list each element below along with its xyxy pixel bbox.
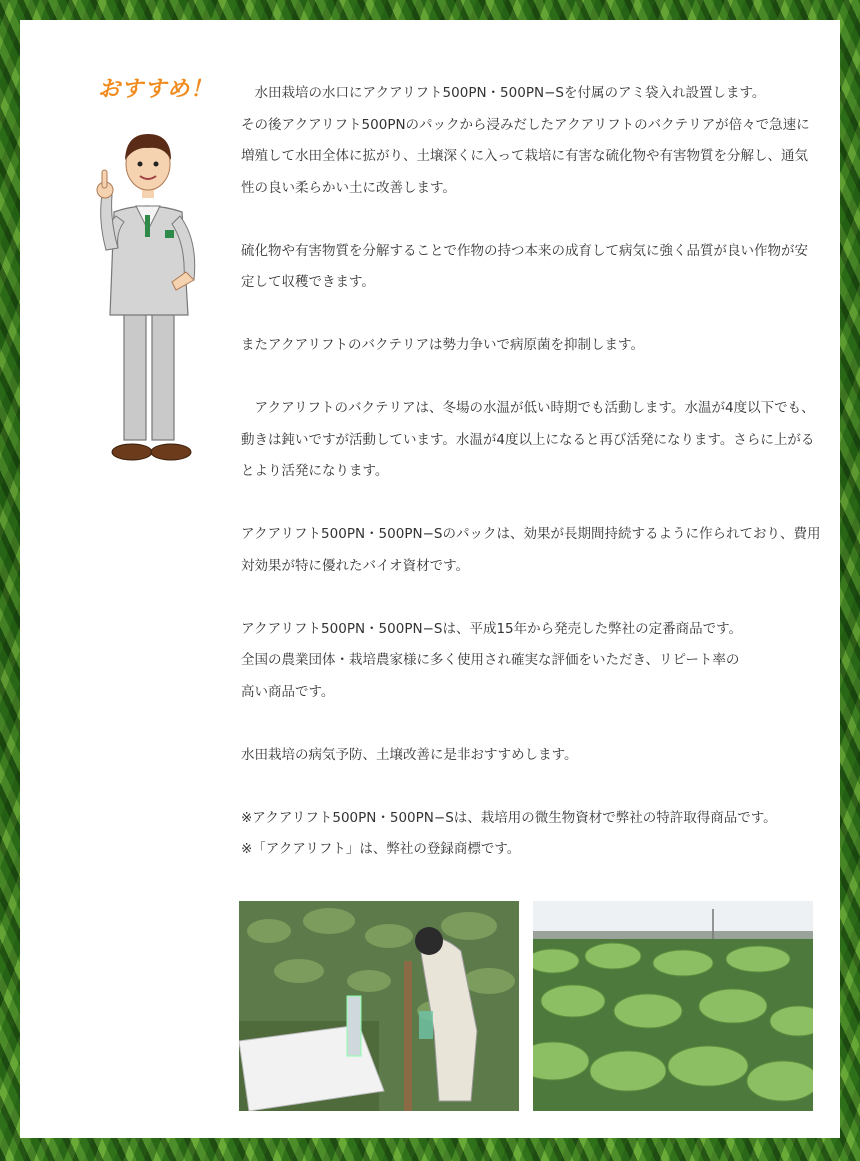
field-photo-worker (239, 901, 519, 1111)
paragraph-spacer (241, 771, 821, 803)
paragraph-3: またアクアリフトのバクテリアは勢力争いで病原菌を抑制します。 (241, 337, 644, 353)
recommend-badge: おすすめ！ (98, 77, 214, 102)
paragraph-spacer (241, 299, 821, 331)
paragraph-spacer (241, 582, 821, 614)
paragraph-8: ※アクアリフト500PN・500PN−Sは、栽培用の微生物資材で弊社の特許取得商品です。 ※「アクアリフト」は、弊社の登録商標です。 (241, 809, 777, 857)
paragraph-5: アクアリフト500PN・500PN−Sのパックは、効果が長期間持続するように作られており、費用対効果が特に優れたバイオ資材です。 (241, 526, 821, 574)
content-panel (20, 20, 840, 1138)
paragraph-6: アクアリフト500PN・500PN−Sは、平成15年から発売した弊社の定番商品です。 全国の農業団体・栽培農家様に多く使用され確実な評価をいただき、リピート率の 高い商品です。 (241, 620, 743, 700)
paragraph-spacer (241, 204, 821, 236)
lotus-field-photo (533, 901, 813, 1111)
description-text (241, 78, 821, 866)
paragraph-2: 硫化物や有害物質を分解することで作物の持つ本来の成育して病気に強く品質が良い作物が安定して収穫できます。 (241, 242, 808, 290)
paragraph-spacer (241, 488, 821, 520)
paragraph-4: アクアリフトのバクテリアは、冬場の水温が低い時期でも活動します。水温が4度以下でも、動きは鈍いですが活動しています。水温が4度以上になると再び活発になります。さらに上がるとより活発になります。 (241, 400, 815, 479)
paragraph-spacer (241, 708, 821, 740)
paragraph-spacer (241, 362, 821, 394)
paragraph-1: 水田栽培の水口にアクアリフト500PN・500PN−Sを付属のアミ袋入れ設置します。 その後アクアリフト500PNのパックから浸みだしたアクアリフトのバクテリアが倍々で急速に増殖して水田全体に拡がり、土壌深くに入って栽培に有害な硫化物や有害物質を分解し、通気性の良い柔らかい土に改善します。 (241, 85, 810, 196)
staff-illustration (72, 120, 222, 480)
paragraph-7: 水田栽培の病気予防、土壌改善に是非おすすめします。 (241, 746, 578, 763)
